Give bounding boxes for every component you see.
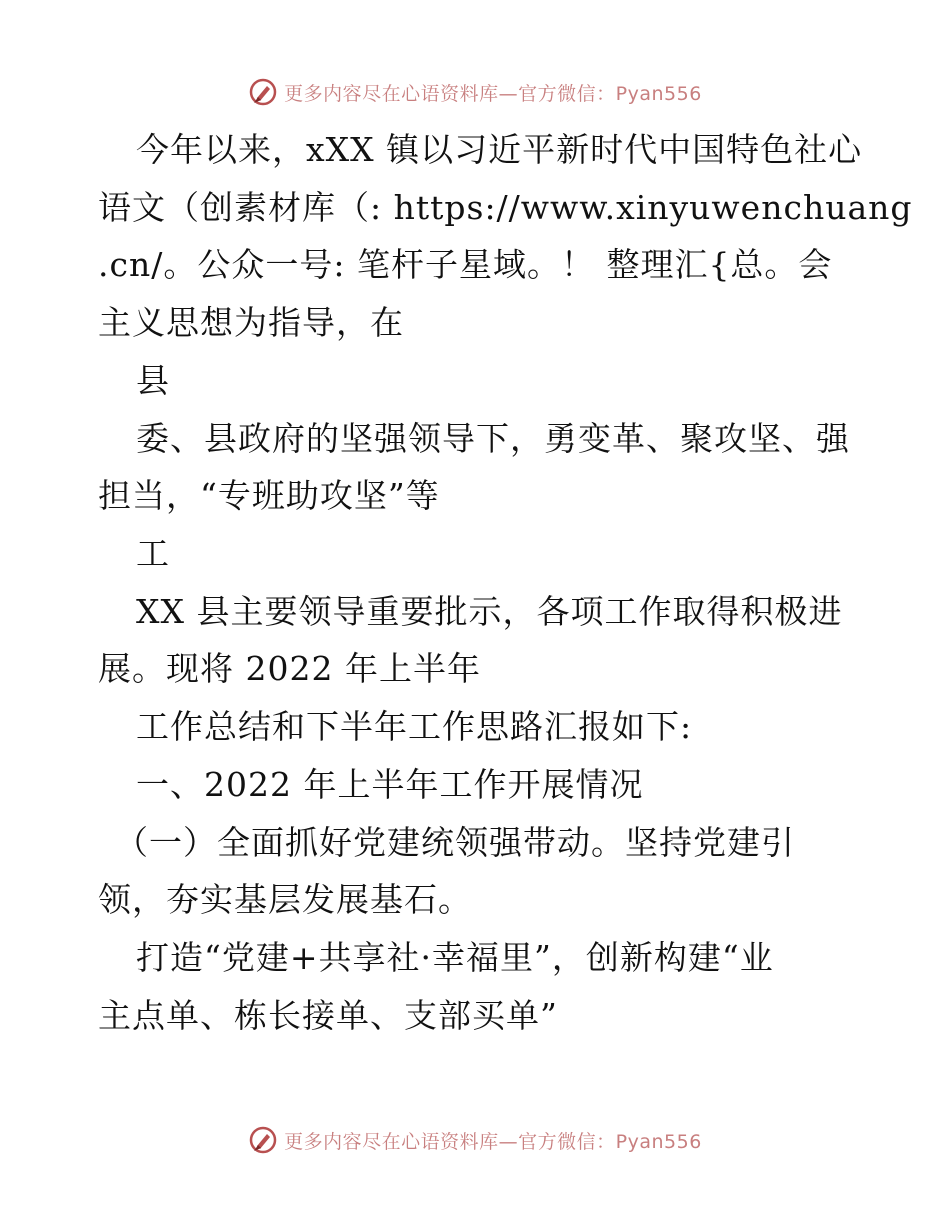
body-line: 委、县政府的坚强领导下，勇变革、聚攻坚、强	[136, 419, 850, 458]
body-line: 县	[136, 361, 170, 400]
body-line: 工作总结和下半年工作思路汇报如下:	[136, 707, 693, 746]
body-line: 今年以来，xXX 镇以习近平新时代中国特色社心	[136, 130, 863, 169]
body-line: 展。现将 2022 年上半年	[98, 649, 481, 688]
body-line: 语文（创素材库（: https://www.xinyuwenchuang	[98, 188, 913, 227]
pen-logo-icon	[248, 1125, 278, 1155]
watermark-text: 更多内容尽在心语资料库—官方微信：Pyan556	[284, 1130, 702, 1153]
body-line: 主义思想为指导，在	[98, 303, 404, 342]
pen-logo-icon	[248, 77, 278, 107]
footer-watermark	[0, 1120, 950, 1160]
body-line: 打造“党建+共享社·幸福里”，创新构建“业	[136, 938, 774, 977]
body-line: .cn/。公众一号: 笔杆子星域。！ 整理汇{总。会	[98, 245, 833, 284]
body-line: 主点单、栋长接单、支部买单”	[98, 996, 558, 1035]
body-line: 担当，“专班助攻坚”等	[98, 476, 440, 515]
header-watermark	[0, 72, 950, 112]
body-line: （一）全面抓好党建统领强带动。坚持党建引	[115, 823, 795, 862]
body-line: 一、2022 年上半年工作开展情况	[136, 765, 644, 804]
body-line: 工	[136, 534, 170, 573]
body-line: XX 县主要领导重要批示，各项工作取得积极进	[136, 592, 843, 631]
watermark-text: 更多内容尽在心语资料库—官方微信：Pyan556	[284, 82, 702, 105]
body-line: 领，夯实基层发展基石。	[98, 880, 472, 919]
